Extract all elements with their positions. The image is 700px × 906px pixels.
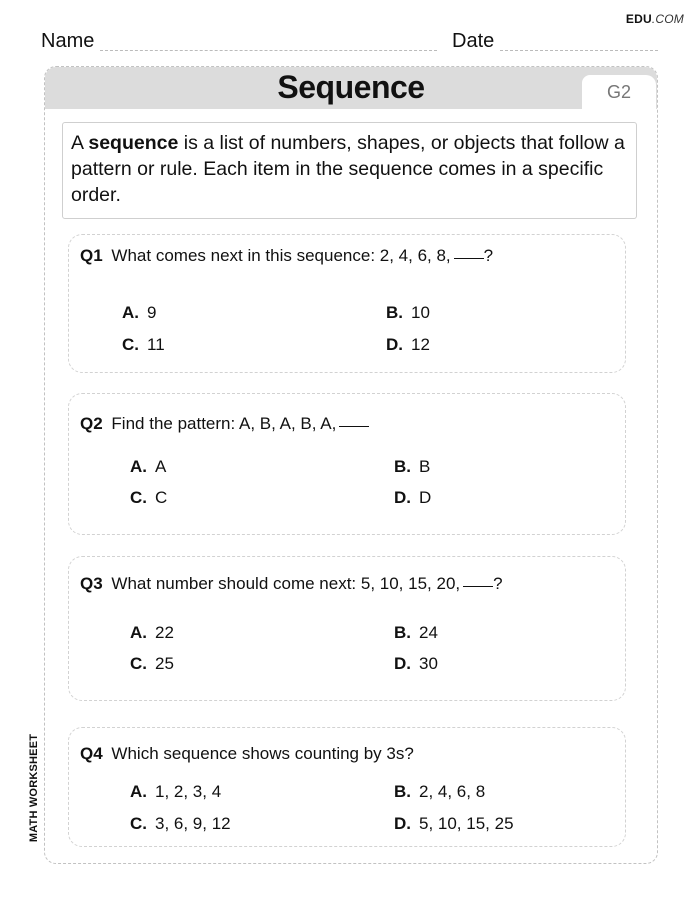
name-line[interactable]: [100, 50, 437, 51]
grade-badge: G2: [582, 75, 656, 109]
question-text: Find the pattern: A, B, A, B, A,: [111, 414, 337, 433]
option-q4-d[interactable]: D. 5, 10, 15, 25: [394, 814, 514, 833]
option-q4-b[interactable]: B. 2, 4, 6, 8: [394, 782, 486, 801]
date-label: Date: [452, 30, 495, 52]
option-q4-a[interactable]: A. 1, 2, 3, 4: [130, 782, 222, 801]
question-number: Q4: [80, 744, 103, 763]
option-q2-c[interactable]: C. C: [130, 488, 168, 507]
option-q3-b[interactable]: B. 24: [394, 623, 438, 642]
option-q2-a[interactable]: A. A: [130, 457, 167, 476]
option-q3-c[interactable]: C. 25: [130, 654, 174, 673]
question-number: Q3: [80, 574, 103, 593]
option-q1-a[interactable]: A. 9: [122, 303, 157, 322]
definition-after: is a list of numbers, shapes, or objects that follow a pattern or rule. Each item in the sequence comes in a specific order.: [71, 132, 625, 206]
question-number: Q1: [80, 246, 103, 265]
answer-blank: [463, 585, 493, 587]
brand-logo: EDU.COM: [625, 12, 684, 26]
question-number: Q2: [80, 414, 103, 433]
question-q3: Q3 What number should come next: 5, 10, 15, 20, ?: [80, 574, 503, 593]
question-q4: [80, 744, 414, 764]
question-text: What number should come next: 5, 10, 15, 20,: [111, 574, 461, 593]
question-text: Which sequence shows counting by 3s?: [111, 744, 414, 763]
question-q1: Q1 What comes next in this sequence: 2, 4, 6, 8, ?: [80, 246, 494, 265]
definition-box: [62, 122, 637, 219]
worksheet-title: Sequence: [277, 69, 425, 105]
answer-blank: [454, 257, 484, 259]
option-q2-b[interactable]: B. B: [394, 457, 431, 476]
question-text: What comes next in this sequence: 2, 4, 6, 8,: [111, 246, 451, 265]
name-label: Name: [41, 30, 95, 52]
option-q2-d[interactable]: D. D: [394, 488, 432, 507]
option-q3-d[interactable]: D. 30: [394, 654, 438, 673]
option-q1-d[interactable]: D. 12: [386, 335, 430, 354]
question-q2: [80, 414, 369, 434]
option-q1-c[interactable]: C. 11: [122, 335, 165, 354]
option-q1-b[interactable]: B. 10: [386, 303, 430, 322]
date-line[interactable]: [500, 50, 658, 51]
definition-term: sequence: [88, 132, 179, 154]
option-q3-a[interactable]: A. 22: [130, 623, 174, 642]
option-q4-c[interactable]: C. 3, 6, 9, 12: [130, 814, 231, 833]
definition-before: A: [71, 132, 89, 154]
answer-blank: [339, 425, 369, 427]
side-label: MATH WORKSHEET: [28, 733, 40, 843]
